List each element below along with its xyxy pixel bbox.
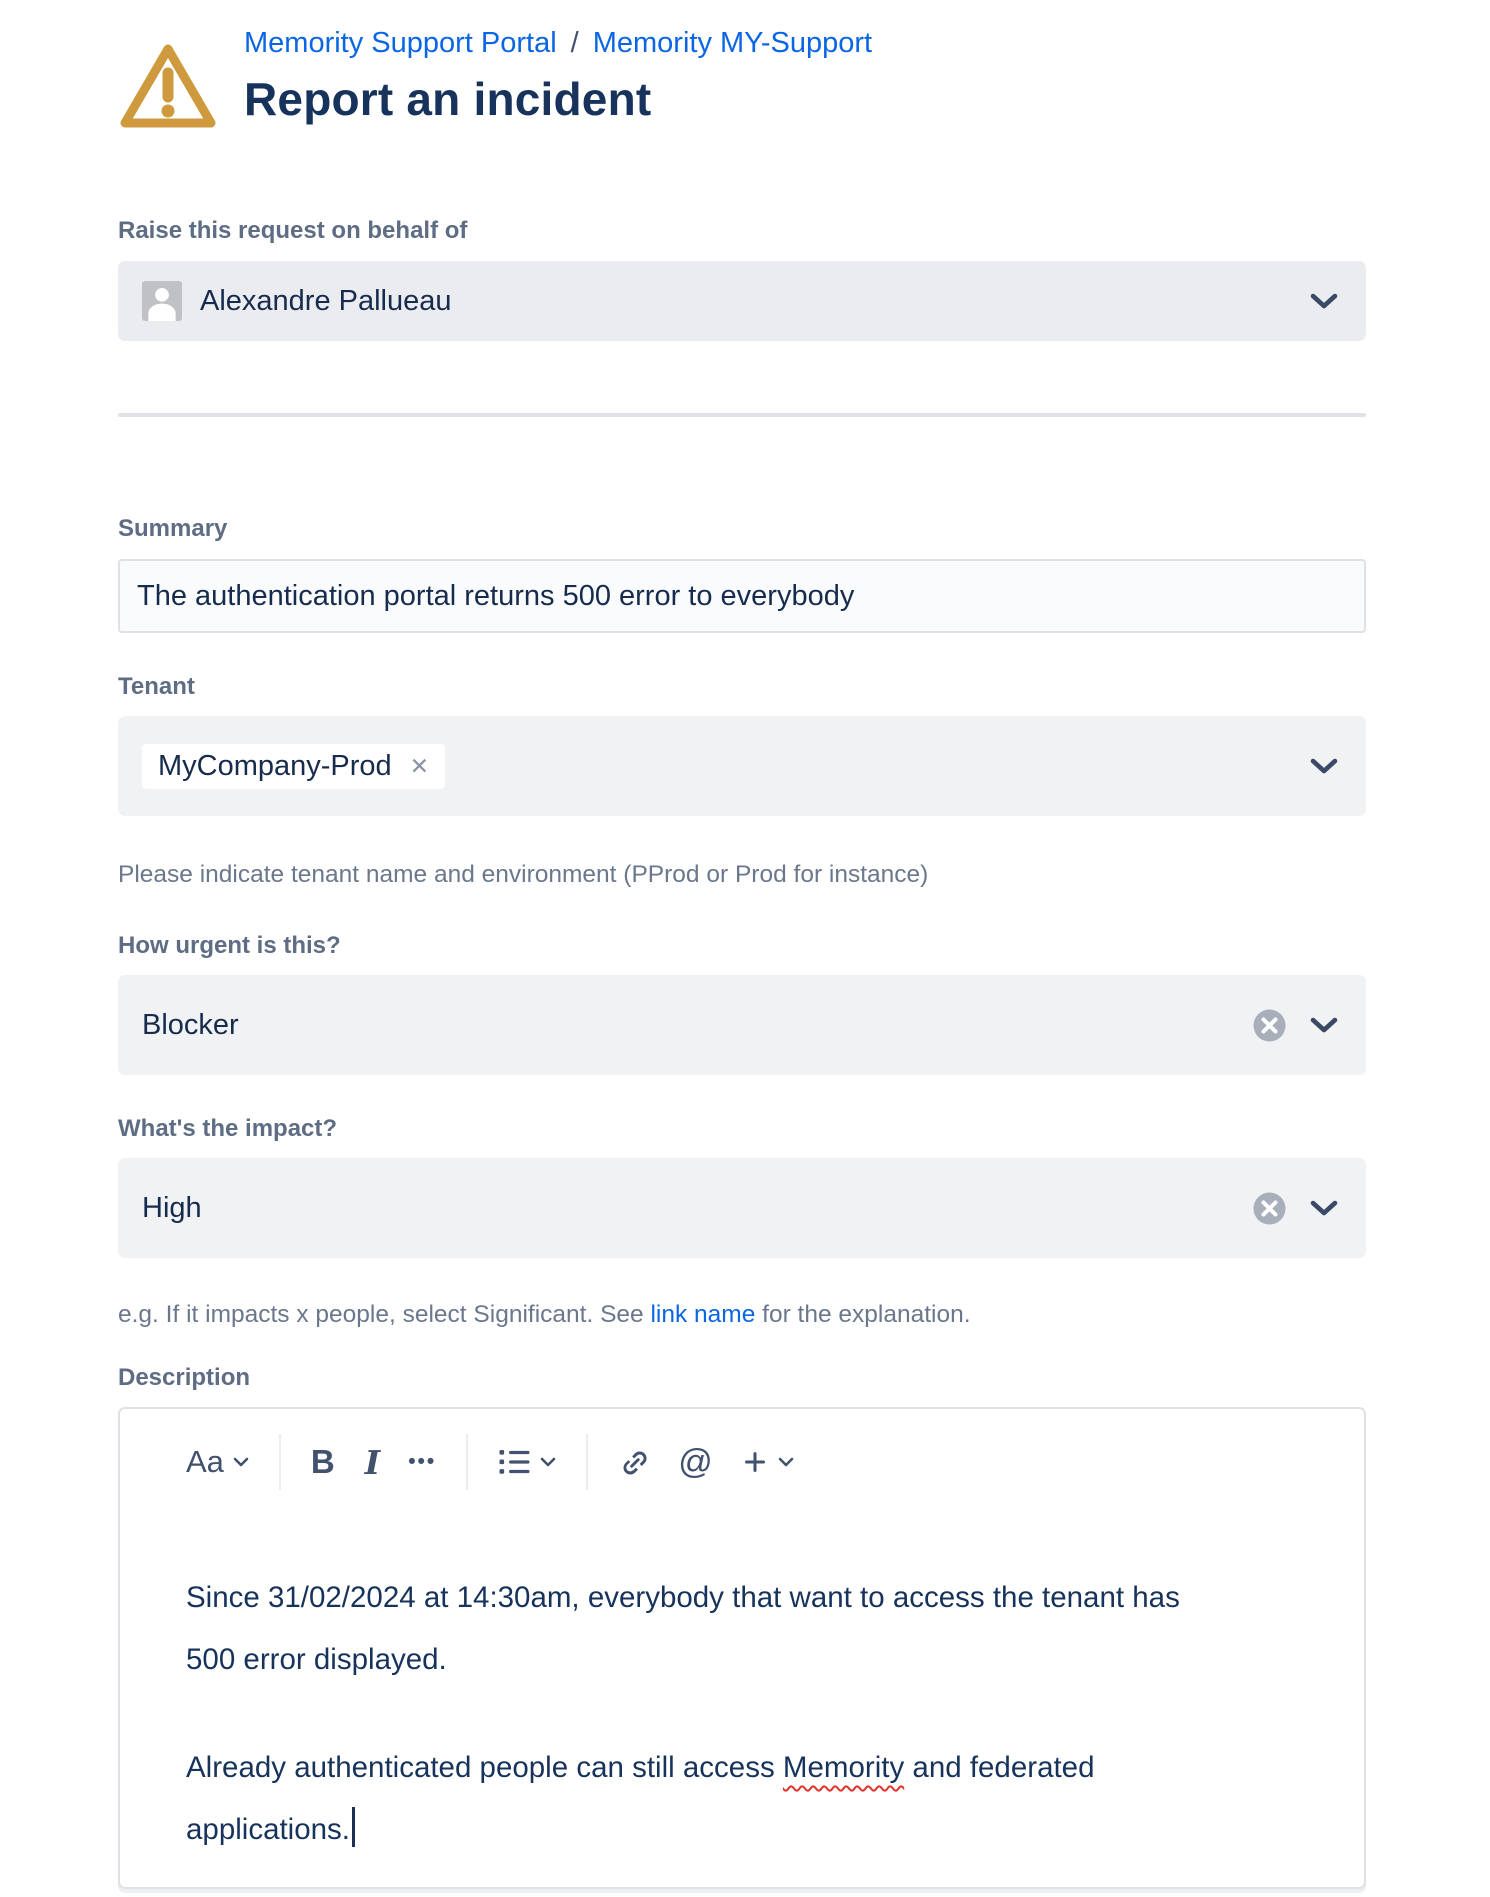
description-label: Description bbox=[118, 1364, 251, 1391]
description-text: and federated applications. bbox=[186, 1751, 1095, 1846]
chevron-down-icon bbox=[1310, 293, 1338, 309]
page-title: Report an incident bbox=[244, 73, 652, 125]
insert-more-button[interactable] bbox=[741, 1448, 794, 1476]
description-editor bbox=[118, 1407, 1366, 1889]
toolbar-divider bbox=[466, 1434, 468, 1490]
bold-button[interactable]: B bbox=[310, 1443, 335, 1480]
breadcrumb-project-link[interactable]: Memority MY-Support bbox=[592, 27, 873, 59]
behalf-select[interactable] bbox=[118, 261, 1366, 341]
chevron-down-icon bbox=[1310, 758, 1338, 774]
chevron-down-icon bbox=[1310, 1200, 1338, 1216]
impact-value: High bbox=[142, 1191, 202, 1224]
editor-toolbar bbox=[186, 1431, 1324, 1493]
description-paragraph bbox=[186, 1737, 1216, 1861]
summary-input[interactable] bbox=[118, 559, 1366, 633]
breadcrumb bbox=[244, 26, 872, 60]
misspelled-word: Memority bbox=[782, 1751, 905, 1784]
report-incident-form bbox=[118, 0, 1366, 1889]
chevron-down-icon bbox=[540, 1457, 556, 1467]
impact-select[interactable] bbox=[118, 1158, 1366, 1258]
behalf-value: Alexandre Pallueau bbox=[200, 284, 452, 317]
text-style-label: Aa bbox=[186, 1444, 224, 1479]
summary-label: Summary bbox=[118, 515, 228, 542]
urgency-label: How urgent is this? bbox=[118, 932, 341, 959]
bullet-list-icon bbox=[498, 1447, 531, 1477]
chevron-down-icon bbox=[233, 1457, 249, 1467]
urgency-select[interactable] bbox=[118, 975, 1366, 1075]
breadcrumb-separator: / bbox=[570, 27, 579, 59]
user-avatar bbox=[142, 281, 182, 321]
behalf-label: Raise this request on behalf of bbox=[118, 217, 468, 244]
toolbar-divider bbox=[586, 1434, 588, 1490]
impact-help-prefix: e.g. If it impacts x people, select Significant. See bbox=[118, 1301, 651, 1328]
more-formatting-button[interactable]: ••• bbox=[408, 1450, 437, 1473]
chevron-down-icon bbox=[778, 1457, 794, 1467]
clear-selection-icon[interactable] bbox=[1253, 1009, 1286, 1042]
urgency-value: Blocker bbox=[142, 1008, 239, 1041]
impact-help-text bbox=[118, 1300, 1366, 1330]
bullet-list-button[interactable] bbox=[498, 1447, 556, 1477]
impact-help-link[interactable]: link name bbox=[650, 1301, 756, 1328]
tenant-tag-label: MyCompany-Prod bbox=[158, 749, 392, 782]
tenant-help-text: Please indicate tenant name and environment (PProd or Prod for instance) bbox=[118, 861, 929, 888]
impact-label: What's the impact? bbox=[118, 1115, 338, 1142]
editor-content[interactable] bbox=[186, 1567, 1324, 1861]
page-header bbox=[118, 26, 1366, 135]
section-divider bbox=[118, 413, 1366, 417]
description-paragraph: Since 31/02/2024 at 14:30am, everybody that want to access the tenant has 500 error displayed. bbox=[186, 1581, 1180, 1676]
insert-link-button[interactable] bbox=[618, 1446, 650, 1478]
description-text: Already authenticated people can still access bbox=[186, 1751, 783, 1784]
tenant-tag bbox=[142, 744, 445, 789]
text-cursor bbox=[352, 1807, 355, 1847]
link-icon bbox=[618, 1446, 650, 1478]
chevron-down-icon bbox=[1310, 1017, 1338, 1033]
tenant-label: Tenant bbox=[118, 673, 195, 700]
plus-icon bbox=[741, 1448, 769, 1476]
text-style-button[interactable] bbox=[186, 1444, 249, 1480]
breadcrumb-portal-link[interactable]: Memority Support Portal bbox=[244, 27, 557, 59]
tenant-tag-remove-icon[interactable]: ✕ bbox=[409, 752, 429, 779]
italic-button[interactable]: I bbox=[364, 1442, 381, 1482]
mention-button[interactable]: @ bbox=[678, 1442, 713, 1481]
impact-help-suffix: for the explanation. bbox=[755, 1301, 971, 1328]
warning-triangle-icon bbox=[118, 42, 218, 135]
toolbar-divider bbox=[279, 1434, 281, 1490]
tenant-select[interactable] bbox=[118, 716, 1366, 816]
clear-selection-icon[interactable] bbox=[1253, 1192, 1286, 1225]
